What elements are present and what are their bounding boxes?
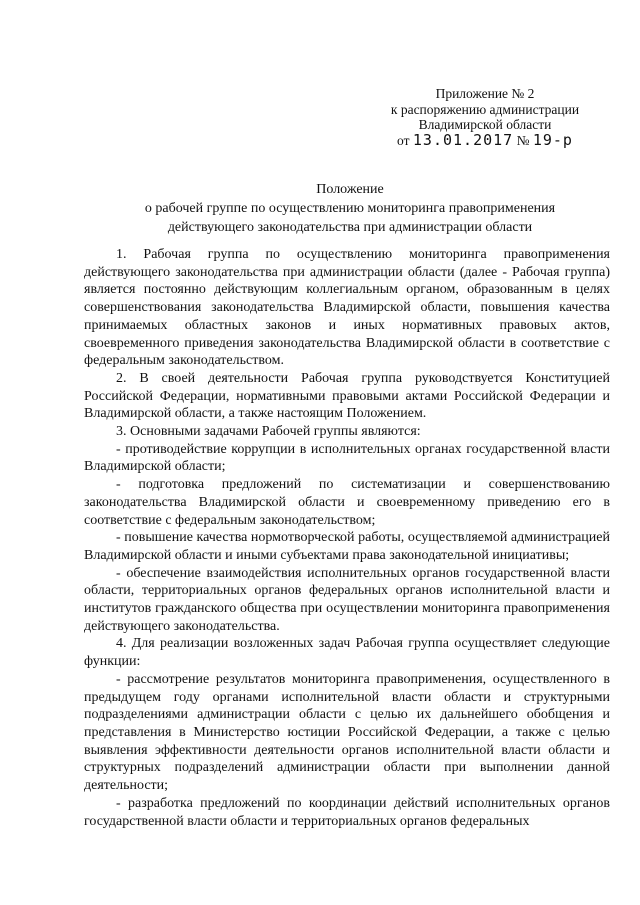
order-number: 19-р [532,130,573,149]
paragraph-4: 4. Для реализации возложенных задач Рабочая группа осуществляет следующие функции: [84,636,610,670]
task-item: - обеспечение взаимодействия исполнительных органов государственной власти области, территориальных органов федеральных органов исполнительной власти и институтов гражданского общества при осуществлении мониторинга правоприменения действующего законодательства. [84,565,610,634]
appendix-order-ref: к распоряжению администрации [390,101,580,117]
appendix-header [370,86,600,148]
function-item: - рассмотрение результатов мониторинга правоприменения, осуществленного в предыдущем году органами исполнительной власти области и структурными подразделениями администрации области с целью их дальнейшего обобщения и представления в Министерство юстиции Российской Федерации, а также с целью выявления эффективности деятельности органов исполнительной власти области и структурных подразделений администрации области при выполнении данной деятельности; [84,671,610,794]
function-item: - разработка предложений по координации действий исполнительных органов государственной власти области и территориальных органов федеральных [84,795,610,829]
appendix-date-line [370,130,600,149]
appendix-region: Владимирской области [418,117,552,132]
task-item: - подготовка предложений по систематизации и совершенствованию законодательства Владимирской области и своевременному приведению его в соответствие с федеральным законодательством; [84,477,610,528]
title-heading: Положение [316,182,384,197]
document-body [84,246,610,830]
task-item: - повышение качества нормотворческой работы, осуществляемой администрацией Владимирской области и иными субъектами права законодательной инициативы; [84,530,610,563]
paragraph-3: 3. Основными задачами Рабочей группы являются: [116,424,421,440]
date-prefix: от [397,132,410,148]
task-item: - противодействие коррупции в исполнительных органах государственной власти Владимирской области; [84,441,610,475]
title-subject-line1: о рабочей группе по осуществлению мониторинга правоприменения [144,201,556,216]
paragraph-1: 1. Рабочая группа по осуществлению мониторинга правоприменения действующего законодательства при администрации области (далее - Рабочая группа) является постоянно действующим коллегиальным органом, образованным в целях совершенствования законодательства Владимирской области, повышения качества принимаемых областных законов и иных нормативных правовых актов, своевременного приведения законодательства Владимирской области в соответствие с федеральным законодательством. [84,247,610,369]
appendix-number: Приложение № 2 [435,86,535,101]
paragraph-2: 2. В своей деятельности Рабочая группа руководствуется Конституцией Российской Федерации, нормативными правовыми актами Российской Федерации и Владимирской области, а также настоящим Положением. [84,370,610,422]
document-title [70,180,630,237]
number-prefix: № [516,132,530,148]
order-date: 13.01.2017 [412,130,514,149]
title-subject-line2: действующего законодательства при администрации области [167,220,533,235]
